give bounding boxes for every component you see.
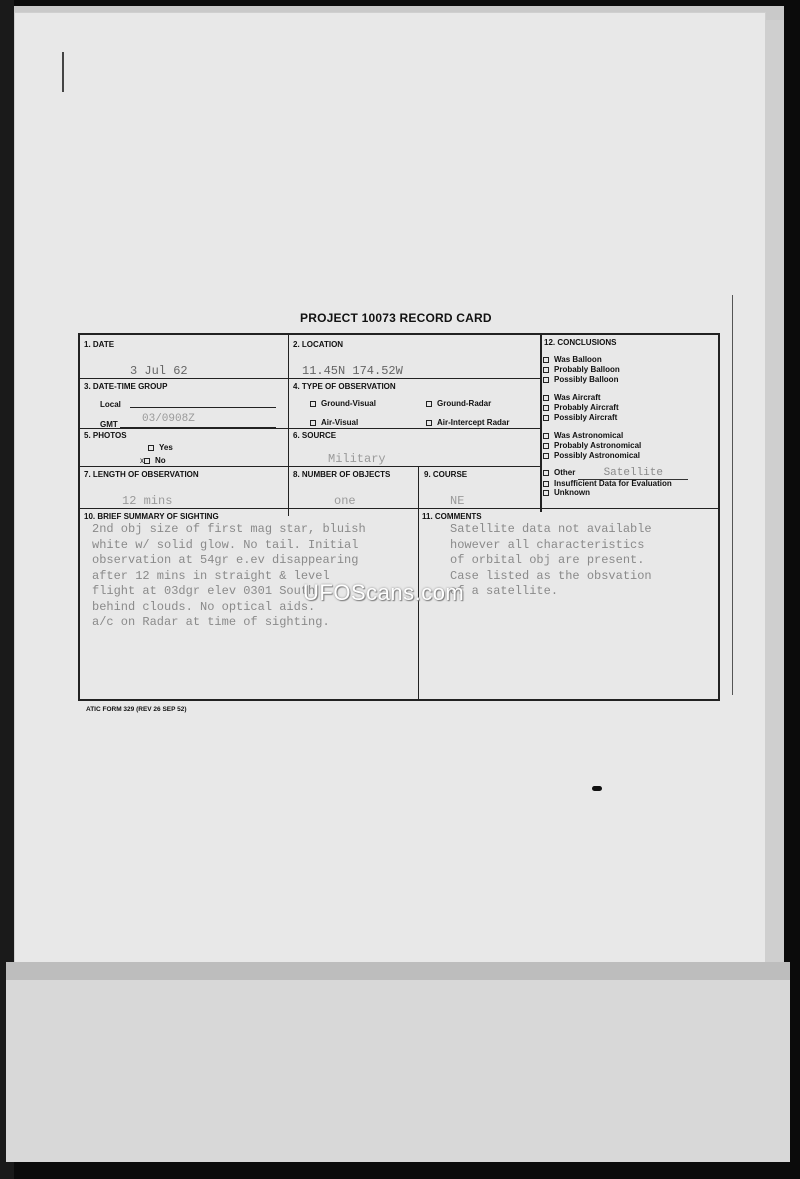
concl-insufficient: Insufficient Data for Evaluation (543, 479, 672, 488)
summary-label: 10. BRIEF SUMMARY OF SIGHTING (84, 512, 219, 521)
gmt-label: GMT (100, 420, 118, 429)
type-label: 4. TYPE OF OBSERVATION (293, 382, 396, 391)
concl-was-aircraft: Was Aircraft (543, 393, 601, 402)
concl-probably-balloon: Probably Balloon (543, 365, 620, 374)
concl-probably-aircraft: Probably Aircraft (543, 403, 619, 412)
air-visual-option: Air-Visual (310, 418, 358, 427)
concl-probably-astronomical: Probably Astronomical (543, 441, 641, 450)
form-number: ATIC FORM 329 (REV 26 SEP 52) (86, 706, 187, 713)
source-label: 6. SOURCE (293, 431, 337, 440)
summary-text: 2nd obj size of first mag star, bluish white w/ solid glow. No tail. Initial observation at 54gr e.ev disappearing after 12 mins in straight & level flight at 03dgr elev 0301 South behind clouds. No optical aids. a/c on Radar at time of sighting. (92, 522, 366, 629)
concl-possibly-astronomical: Possibly Astronomical (543, 451, 640, 460)
lower-paper-edge (6, 962, 790, 980)
concl-possibly-balloon: Possibly Balloon (543, 375, 618, 384)
air-intercept-option: Air-Intercept Radar (426, 418, 509, 427)
comments-text: Satellite data not available however all characteristics of orbital obj are present. Case listed as the obsvation of a satellite. (450, 522, 652, 598)
fold-line (732, 295, 733, 695)
date-label: 1. DATE (84, 340, 115, 349)
gmt-value: 03/0908Z (142, 413, 195, 425)
scan-speck (592, 786, 602, 791)
lower-paper (6, 962, 790, 1162)
concl-possibly-aircraft: Possibly Aircraft (543, 413, 617, 422)
local-label: Local (100, 400, 121, 409)
photos-no: x No (140, 456, 166, 465)
photos-yes: Yes (148, 443, 173, 452)
objects-label: 8. NUMBER OF OBJECTS (293, 470, 391, 479)
card-title: PROJECT 10073 RECORD CARD (300, 311, 492, 325)
location-label: 2. LOCATION (293, 340, 344, 349)
scan-speck (62, 52, 64, 92)
length-value: 12 mins (122, 494, 173, 508)
concl-was-astronomical: Was Astronomical (543, 431, 623, 440)
date-value: 3 Jul 62 (130, 364, 188, 378)
conclusions-label: 12. CONCLUSIONS (544, 338, 617, 347)
comments-label: 11. COMMENTS (422, 512, 482, 521)
objects-value: one (334, 494, 356, 508)
watermark-text: UFOScans.com (303, 580, 465, 605)
source-value: Military (328, 452, 386, 466)
scan-right-edge (766, 20, 784, 965)
length-label: 7. LENGTH OF OBSERVATION (84, 470, 199, 479)
ground-radar-option: Ground-Radar (426, 399, 491, 408)
dtg-label: 3. DATE-TIME GROUP (84, 382, 168, 391)
other-value: Satellite (578, 467, 688, 480)
ground-visual-option: Ground-Visual (310, 399, 376, 408)
location-value: 11.45N 174.52W (302, 364, 403, 378)
concl-other: Other Satellite (543, 467, 688, 480)
course-value: NE (450, 494, 465, 508)
concl-unknown: Unknown (543, 488, 590, 497)
course-label: 9. COURSE (424, 470, 468, 479)
concl-was-balloon: Was Balloon (543, 355, 602, 364)
photos-label: 5. PHOTOS (84, 431, 127, 440)
record-card (78, 333, 720, 701)
